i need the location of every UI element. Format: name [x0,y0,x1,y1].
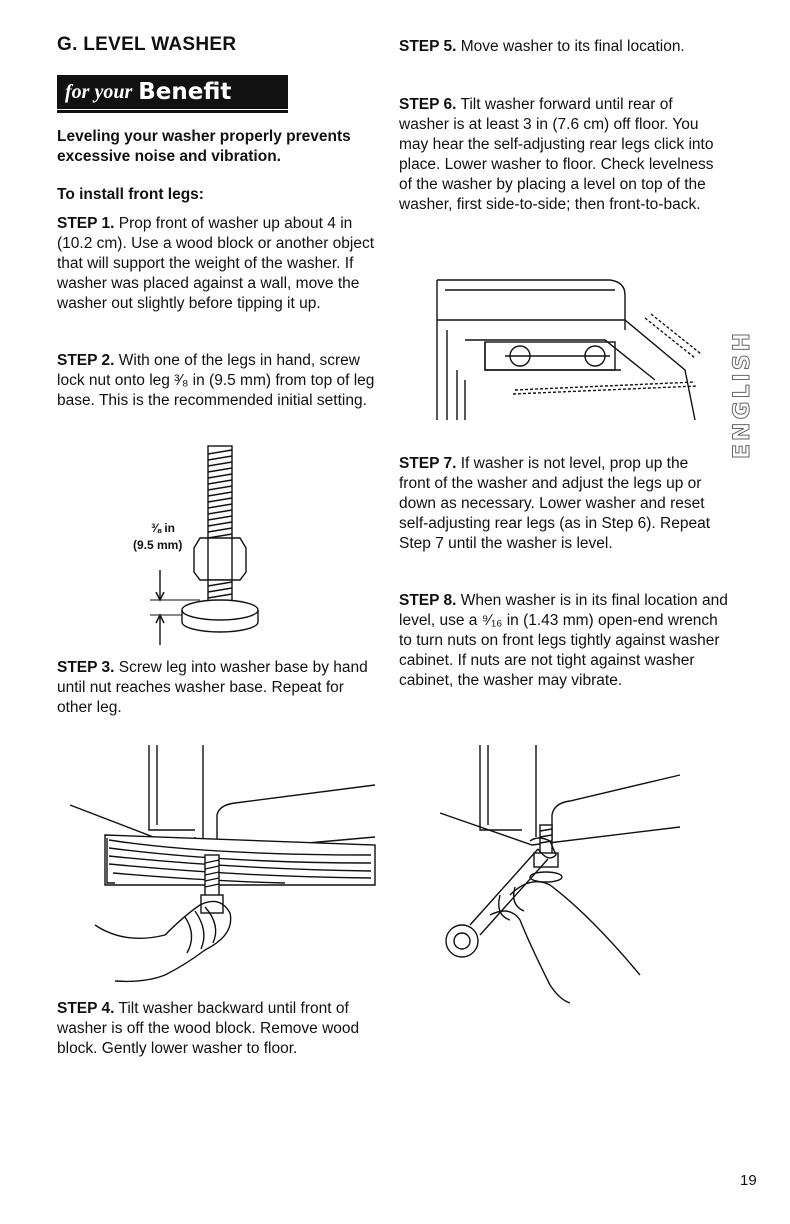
step-8-text: When washer is in its final location and level, use a ⁹⁄₁₆ in (1.43 mm) open-end wrench to turn nuts on front legs tightly against washer cabinet. If nuts are not tight against washer cabinet, the washer may vibrate. [399,592,728,689]
benefit-word: Benefit [138,79,232,105]
step-3 [57,658,375,718]
step-4-text: Tilt washer backward until front of washer is off the wood block. Remove wood block. Gently lower washer to floor. [57,1000,360,1057]
wood-block-illustration [85,745,385,985]
step-6 [399,95,719,215]
step-5-text: Move washer to its final location. [460,38,685,55]
step-8-label: STEP 8. [399,592,457,609]
benefit-prefix: for your [65,80,133,103]
section-title: G. LEVEL WASHER [57,34,237,55]
intro-text: Leveling your washer properly prevents excessive noise and vibration. [57,128,351,165]
step-4 [57,999,375,1059]
step-3-text: Screw leg into washer base by hand until nut reaches washer base. Repeat for other leg. [57,659,368,716]
language-side-tab: ENGLISH [730,330,755,459]
step-3-label: STEP 3. [57,659,115,676]
front-legs-heading: To install front legs: [57,186,204,203]
step-8 [399,591,729,691]
step-6-text: Tilt washer forward until rear of washer is at least 3 in (7.6 cm) off floor. You may hear the self-adjusting rear legs click into place. Lower washer to floor. Check levelness of the washer by placing a level on top of the washer, first side-to-side; then front-to-back. [399,96,714,213]
step-1 [57,214,375,314]
step-1-label: STEP 1. [57,215,115,232]
page-number: 19 [740,1172,757,1189]
leg-dimension-metric: (9.5 mm) [133,538,183,552]
step-1-text: Prop front of washer up about 4 in (10.2 cm). Use a wood block or another object that will support the weight of the washer. If washer was placed against a wall, move the washer out slightly before tipping it up. [57,215,375,312]
step-4-label: STEP 4. [57,1000,115,1017]
washer-level-illustration [425,270,715,420]
step-6-label: STEP 6. [399,96,457,113]
leg-dimension-fraction: ⅜ in [151,521,176,535]
step-7-text: If washer is not level, prop up the front of the washer and adjust the legs up or down as necessary. Lower washer and reset self-adjusting rear legs (as in Step 6). Repeat Step 7 until the washer is level. [399,455,711,552]
step-5-label: STEP 5. [399,38,457,55]
step-7 [399,454,711,554]
for-your-benefit-logo [57,75,288,109]
step-2-text: With one of the legs in hand, screw lock nut onto leg ³⁄₈ in (9.5 mm) from top of leg base. This is the recommended initial setting. [57,352,375,409]
benefit-underline [57,110,288,113]
step-7-label: STEP 7. [399,455,457,472]
wrench-illustration [440,745,700,1005]
step-2 [57,351,375,411]
step-5 [399,37,709,57]
step-2-label: STEP 2. [57,352,115,369]
